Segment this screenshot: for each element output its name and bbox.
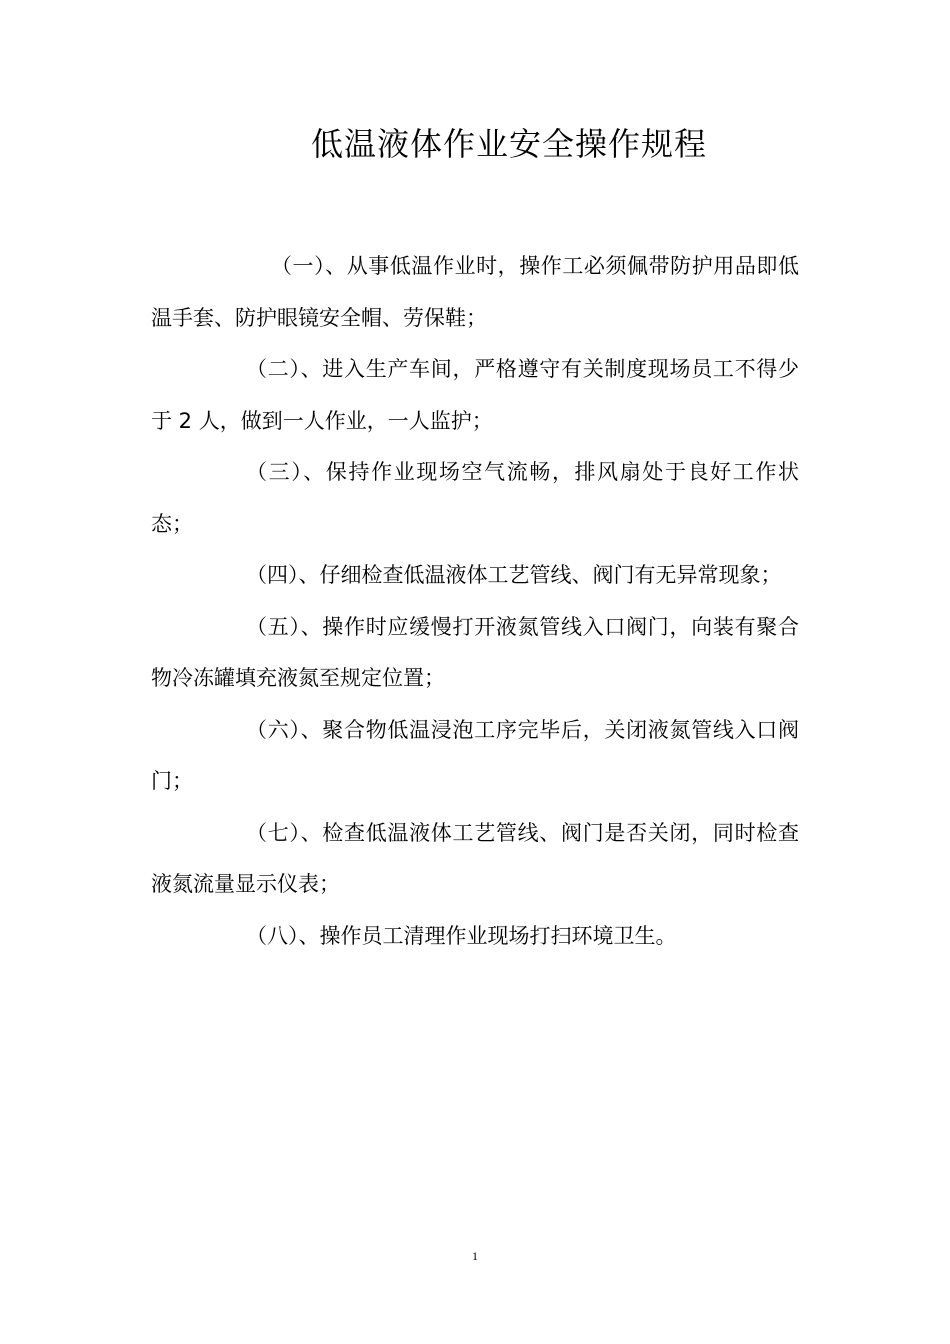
page-number: 1	[472, 1249, 478, 1263]
paragraph-2: （二）、进入生产车间，严格遵守有关制度现场员工不得少于 2 人，做到一人作业，一人监护；	[151, 357, 799, 433]
paragraph-5: （五）、操作时应缓慢打开液氮管线入口阀门，向装有聚合物冷冻罐填充液氮至规定位置；	[151, 614, 799, 690]
document-title: 低温液体作业安全操作规程	[310, 125, 707, 163]
paragraph-6: （六）、聚合物低温浸泡工序完毕后，关闭液氮管线入口阀门；	[151, 717, 799, 793]
document-body	[151, 241, 799, 962]
paragraph-7: （七）、检查低温液体工艺管线、阀门是否关闭，同时检查液氮流量显示仪表；	[151, 820, 799, 896]
paragraph-3: （三）、保持作业现场空气流畅，排风扇处于良好工作状态；	[151, 460, 799, 536]
paragraph-8: （八）、操作员工清理作业现场打扫环境卫生。	[246, 923, 677, 948]
paragraph-1: （一）、从事低温作业时，操作工必须佩带防护用品即低温手套、防护眼镜安全帽、劳保鞋；	[151, 254, 799, 330]
paragraph-4: （四）、仔细检查低温液体工艺管线、阀门有无异常现象；	[246, 563, 782, 587]
